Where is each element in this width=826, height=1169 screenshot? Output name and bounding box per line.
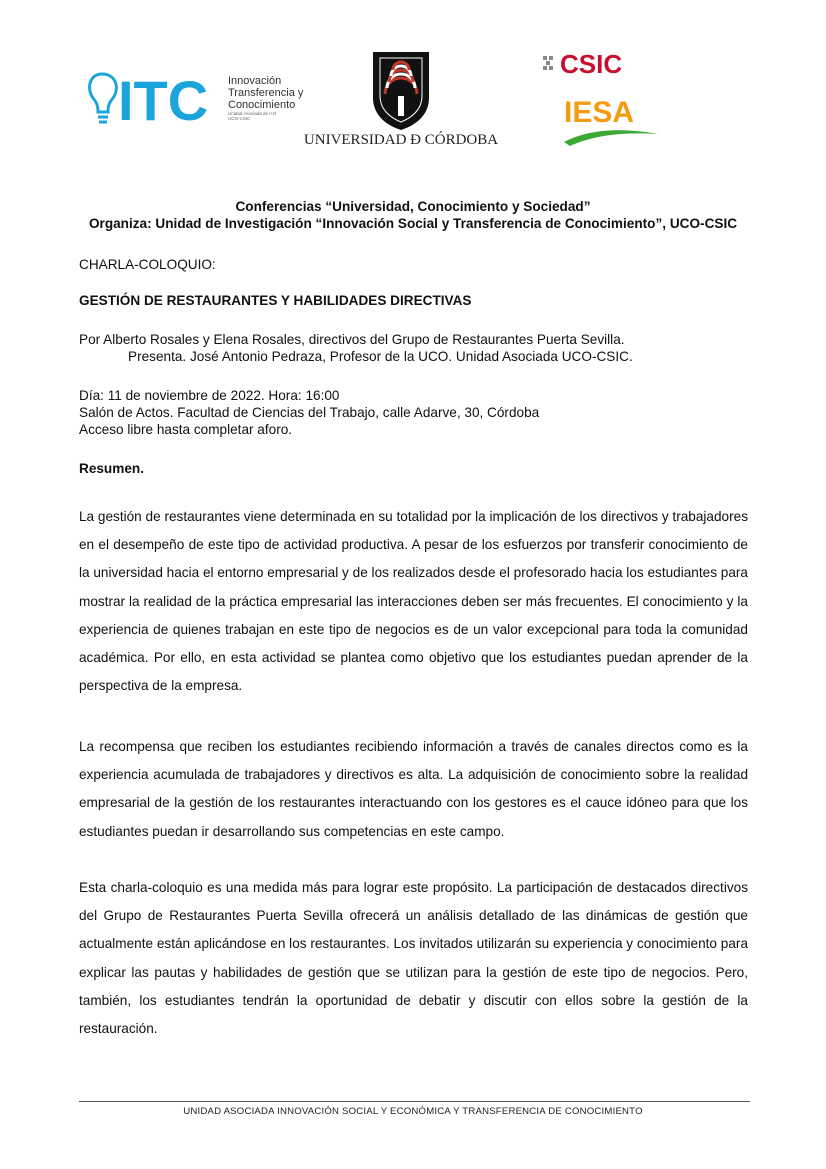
uco-shield-icon (373, 52, 429, 130)
uco-wordmark: UNIVERSIDAD Ð CÓRDOBA (303, 132, 499, 148)
event-access: Acceso libre hasta completar aforo. (79, 422, 293, 437)
universidad-cordoba-logo (303, 48, 499, 154)
itc-letters: ITC (118, 69, 209, 132)
lightbulb-icon (90, 74, 117, 122)
svg-text:UCO-CSIC: UCO-CSIC (228, 116, 251, 121)
csic-emblem-icon (543, 56, 553, 70)
event-venue: Salón de Actos. Facultad de Ciencias del Trabajo, calle Adarve, 30, Córdoba (79, 405, 540, 420)
event-date: Día: 11 de noviembre de 2022. Hora: 16:00 (79, 388, 340, 403)
footer-divider (79, 1101, 750, 1102)
conference-series-title: Conferencias “Universidad, Conocimiento y Sociedad” (235, 199, 591, 214)
summary-heading: Resumen. (79, 461, 144, 476)
csic-wordmark: CSIC (560, 49, 623, 79)
iesa-swoosh-icon (564, 130, 658, 146)
event-presenter: Presenta. José Antonio Pedraza, Profesor de la UCO. Unidad Asociada UCO-CSIC. (128, 349, 633, 364)
event-type: CHARLA-COLOQUIO: (79, 257, 216, 272)
svg-text:Innovación: Innovación (228, 75, 282, 87)
event-title: GESTIÓN DE RESTAURANTES Y HABILIDADES DIRECTIVAS (79, 293, 472, 308)
itc-logo (88, 68, 313, 130)
iesa-wordmark: IESA (564, 96, 635, 129)
organizer-line: Organiza: Unidad de Investigación “Innovación Social y Transferencia de Conocimiento”, UCO-CSIC (88, 216, 738, 231)
footer-text: UNIDAD ASOCIADA INNOVACIÓN SOCIAL Y ECONÓMICA Y TRANSFERENCIA DE CONOCIMIENTO (183, 1106, 643, 1117)
summary-paragraph-3: Esta charla-coloquio es una medida más para lograr este propósito. La participación de destacados directivos del Grupo de Restaurantes Puerta Sevilla ofrecerá un análisis detallado de las dinámicas de gestión que actualmente están aplicándose en los restaurantes. Los invitados utilizarán su experiencia y conocimiento para explicar las pautas y habilidades de gestión que se utilizan para la gestión de este tipo de negocios. Pero, también, los estudiantes tendrán la oportunidad de debatir y discutir con ellos sobre la gestión de la restauración. (79, 880, 748, 1037)
svg-text:Unidad Asociada de I+D: Unidad Asociada de I+D (228, 111, 277, 116)
summary-paragraph-2: La recompensa que reciben los estudiantes recibiendo información a través de canales directos como es la experiencia acumulada de trabajadores y directivos es alta. La adquisición de conocimiento sobre la realidad empresarial de la gestión de los restaurantes interactuando con los gestores es el cauce idóneo para que los estudiantes puedan ir desarrollando sus competencias en este campo. (79, 739, 748, 839)
event-speakers: Por Alberto Rosales y Elena Rosales, directivos del Grupo de Restaurantes Puerta Sevilla. (79, 332, 625, 347)
summary-paragraph-1: La gestión de restaurantes viene determinada en su totalidad por la implicación de los directivos y trabajadores en el desempeño de este tipo de actividad productiva. A pesar de los esfuerzos por transferir conocimiento de la universidad hacia el entorno empresarial y de los realizados desde el profesorado hacia los estudiantes para mostrar la realidad de la práctica empresarial las interacciones deben ser más frecuentes. El conocimiento y la experiencia de quienes trabajan en este tipo de negocios es de un valor excepcional para toda la comunidad académica. Por ello, en esta actividad se plantea como objetivo que los estudiantes puedan aprender de la perspectiva de la empresa. (79, 509, 748, 694)
svg-text:Transferencia y: Transferencia y (228, 87, 304, 99)
svg-text:Conocimiento: Conocimiento (228, 99, 296, 111)
csic-iesa-logo (540, 50, 660, 150)
